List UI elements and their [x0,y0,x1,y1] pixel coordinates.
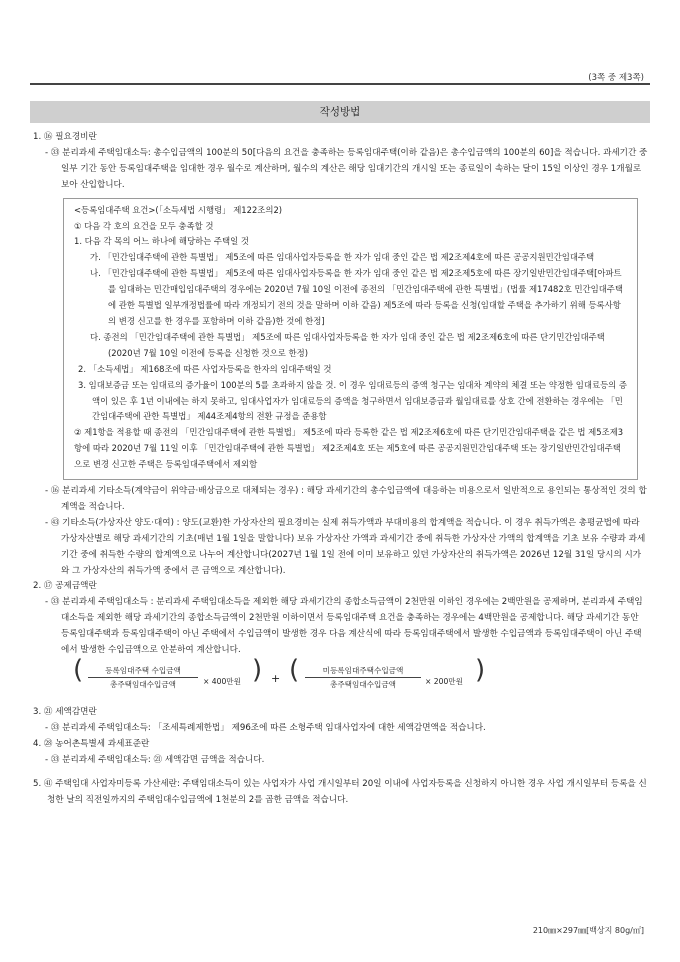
formula-left-paren-1: ( [73,655,84,685]
instructions-body [33,130,648,818]
section-4-paragraph-1: - ㉝ 분리과세 주택임대소득: ㉑ 세액감면 금액을 적습니다. [45,754,265,765]
fraction-1-denominator: 총주택임대수입금액 [109,680,177,689]
box-line-6: 2. 「소득세법」 제168조에 따른 사업자등록을 한자의 임대주택일 것 [78,363,332,374]
paper-spec-footer: 210㎜×297㎜[백상지 80g/㎡] [532,926,644,935]
box-line-4: 나. 「민간임대주택에 관한 특별법」 제5조에 따른 임대사업자등록을 한 자가 임대 중인 같은 법 제2조제5호에 따른 장기일반민간임대주택[아파트를 임대하는 민간매입임대주택의 경우에는 2020년 7월 10일 이전에 종전의 「민간임대주택에 관한 특별법」(법률 제17482호 민간임대주택에 관한 특별법 일부개정법률에 따라 개정되기 전의 것을 말하며 이하 같음) 제5조에 따라 등록을 신청(임대할 주택을 추가하기 위해 등록사항의 변경 신고를 한 경우를 포함하며 이하 같음)한 것에 한정] [90,268,623,326]
box-line-2: 1. 다음 각 목의 어느 하나에 해당하는 주택일 것 [74,236,249,247]
box-title: <등록임대주택 요건>(「소득세법 시행령」 제122조의2) [74,204,283,215]
section-1-paragraph-3: - ㊸ 기타소득(가상자산 양도·대여) : 양도(교환)한 가상자산의 필요경비는 실제 취득가액과 부대비용의 합계액을 적습니다. 이 경우 취득가액은 총평균법에 따라 가상자산별로 해당 과세기간의 기초(매년 1월 1일을 말합니다) 보유 가상자산 가액과 과세기간 중에 취득한 가상자산 가액의 합계액을 기초 보유 수량과 과세기간 중에 취득한 수량의 합계액으로 나누어 계산합니다(2027년 1월 1일 전에 이미 보유하고 있던 가상자산의 취득가액은 2026년 12월 31일 당시의 시가와 그 가상자산의 취득가액 중에서 큰 금액으로 계산합니다). [45,517,646,576]
formula-right-paren-2: ) [475,655,486,685]
section-2-heading: 2. ⑰ 공제금액란 [33,581,97,592]
section-1-paragraph-1: - ㉝ 분리과세 주택임대소득: 총수입금액의 100분의 50[다음의 요건을 충족하는 등록임대주택(이하 같음)은 총수입금액의 100분의 60]을 적습니다. 과세기간 중 일부 기간 동안 등록임대주택을 임대한 경우 월수로 계산하며, 월수의 계산은 해당 임대기간의 개시일 또는 종료일이 속하는 달이 15일 이상인 경우 1개월로 보아 산입합니다. [45,147,648,190]
formula-left-paren-2: ( [289,655,300,685]
formula-fraction-1 [88,665,198,691]
section-banner: 작성방법 [30,101,650,123]
formula-multiplier-1: × 400만원 [203,677,241,686]
formula-fraction-2 [305,665,421,691]
requirements-box [63,198,638,480]
section-5-paragraph: 5. ㊶ 주택임대 사업자미등록 가산세란: 주택임대소득이 있는 사업자가 사업 개시일부터 20일 이내에 사업자등록을 신청하지 아니한 경우 사업 개시일부터 등록을 신청한 날의 직전일까지의 주택임대수입금액에 1천분의 2를 곱한 금액을 적습니다. [33,779,647,806]
fraction-1-numerator: 등록임대주택 수입금액 [88,665,198,678]
formula-plus: + [271,672,281,685]
section-1-heading: 1. ⑯ 필요경비란 [33,132,97,142]
section-4-heading: 4. ㉘ 농어촌특별세 과세표준란 [33,738,150,749]
fraction-2-denominator: 총주택임대수입금액 [329,680,397,689]
section-1-paragraph-2: - ⑯ 분리과세 기타소득(계약금이 위약금·배상금으로 대체되는 경우) : 해당 과세기간의 총수입금액에 대응하는 비용으로서 일반적으로 용인되는 통상적인 것의 합계액을 적습니다. [45,486,647,512]
box-line-8: ② 제1항을 적용할 때 종전의 「민간임대주택에 관한 특별법」 제5조에 따라 등록한 같은 법 제2조제6호에 따른 단기민간임대주택을 같은 법 제5조제3항에 따라 2020년 7월 11일 이후 「민간임대주택에 관한 특별법」 제2조제4호 또는 제5호에 따른 공공지원민간임대주택 또는 장기일반민간임대주택으로 변경 신고한 주택은 등록임대주택에서 제외함 [74,427,624,470]
box-line-3: 가. 「민간임대주택에 관한 특별법」 제5조에 따른 임대사업자등록을 한 자가 임대 중인 같은 법 제2조제4호에 따른 공공지원민간임대주택 [90,252,595,263]
box-line-7: 3. 임대보증금 또는 임대료의 증가율이 100분의 5를 초과하지 않을 것. 이 경우 임대료등의 증액 청구는 임대차 계약의 체결 또는 약정한 임대료등의 증액이 있은 후 1년 이내에는 하지 못하고, 임대사업자가 임대료등의 증액을 청구하면서 임대보증금과 월임대료를 상호 간에 전환하는 경우에는 「민간임대주택에 관한 특별법」 제44조제4항의 전환 규정을 준용함 [78,379,628,422]
box-line-1: ① 다음 각 호의 요건을 모두 충족할 것 [74,220,214,231]
box-line-5: 다. 종전의 「민간임대주택에 관한 특별법」 제5조에 따른 임대사업자등록을 한 자가 임대 중인 같은 법 제2조제6호에 따른 단기민간임대주택(2020년 7월 10일 이전에 등록을 신청한 것으로 한정) [90,331,605,358]
page-number-label: (3쪽 중 제3쪽) [588,73,644,83]
allocation-formula [33,655,648,701]
fraction-2-numerator: 미등록임대주택수입금액 [305,665,421,678]
formula-multiplier-2: × 200만원 [425,677,463,686]
section-3-paragraph-1: - ㉝ 분리과세 주택임대소득: 「조세특례제한법」 제96조에 따른 소형주택 임대사업자에 대한 세액감면액을 적습니다. [45,722,486,733]
section-2-paragraph-1: - ㉝ 분리과세 주택임대소득 : 분리과세 주택임대소득을 제외한 해당 과세기간의 종합소득금액이 2천만원 이하인 경우에는 2백만원을 공제하며, 분리과세 주택임대소득을 제외한 해당 과세기간의 종합소득금액이 2천만원 이하이면서 등록임대주택 요건을 충족하는 경우에는 4백만원을 공제합니다. 해당 과세기간 동안 등록임대주택과 등록임대주택이 아닌 주택에서 수입금액이 발생한 경우 다음 계산식에 따라 등록임대주택에서 발생한 수입금액과 등록임대주택이 아닌 주택에서 발생한 수입금액으로 안분하여 계산합니다. [45,597,643,656]
section-3-heading: 3. ㉑ 세액감면란 [33,707,97,717]
formula-right-paren-1: ) [252,655,263,685]
header-rule [30,83,650,85]
